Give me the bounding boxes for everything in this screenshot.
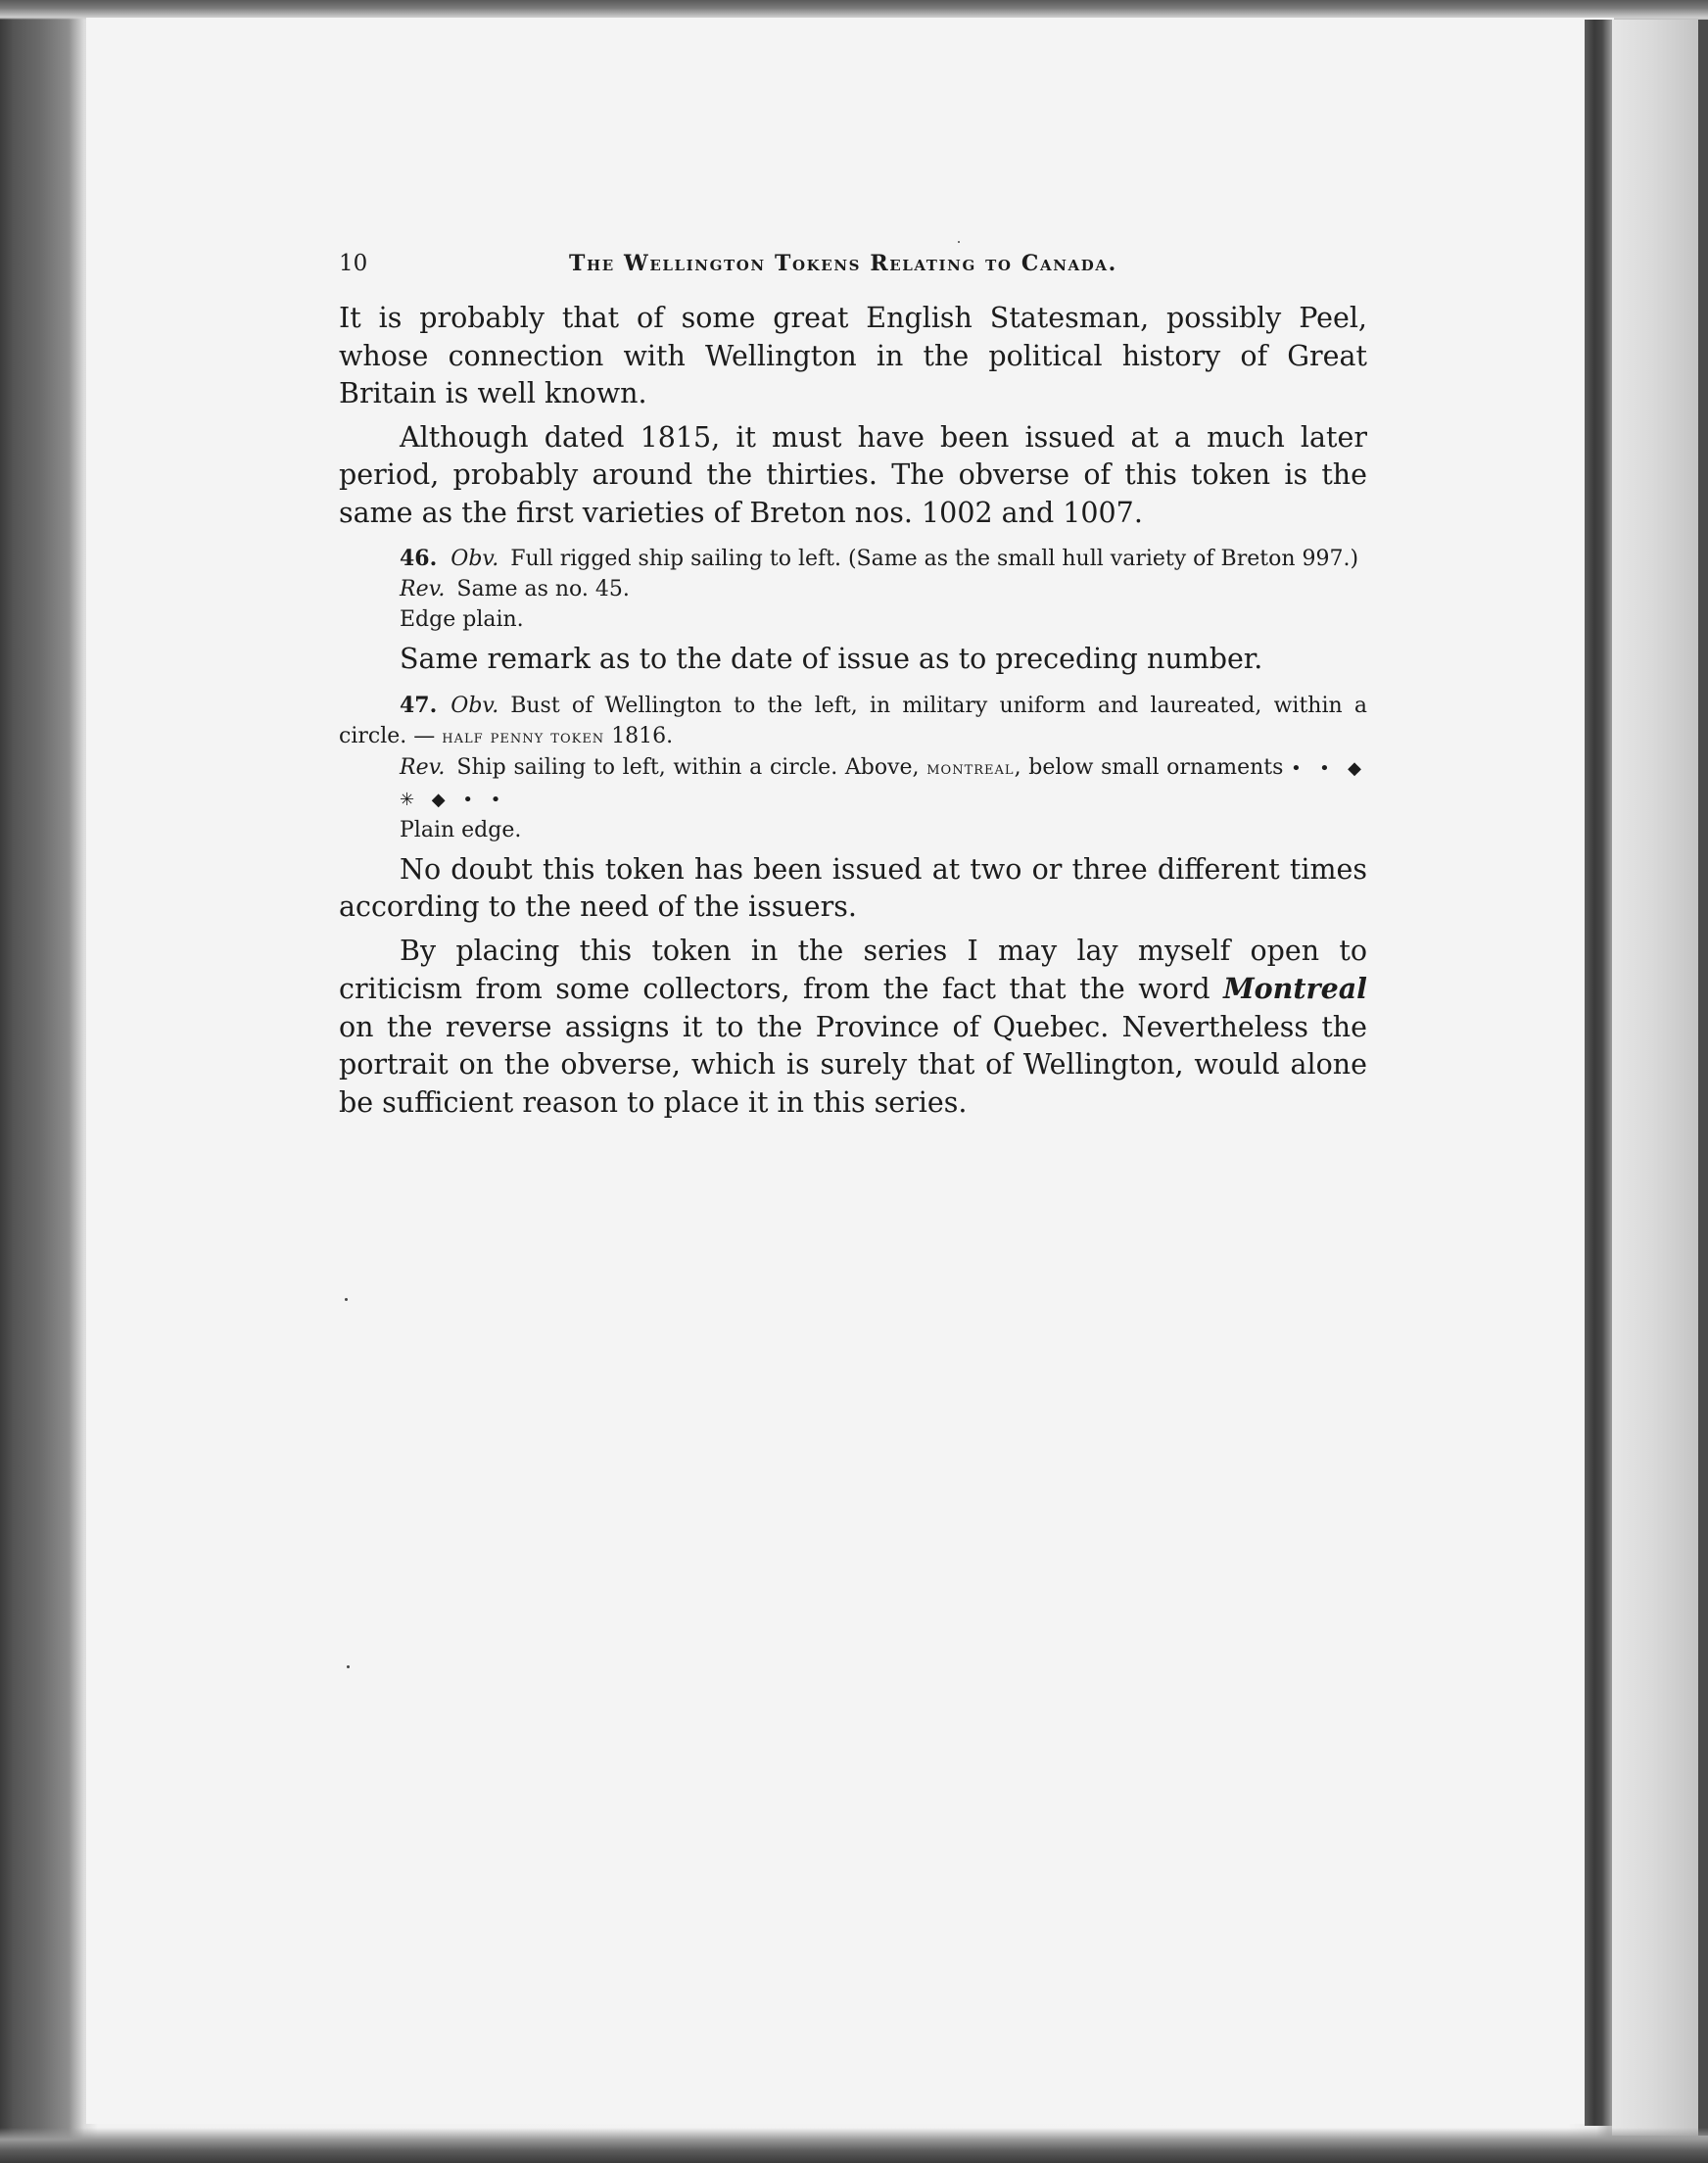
page-number: 10 xyxy=(339,251,368,276)
adjacent-page-border xyxy=(1698,20,1708,2136)
catalog-entry-47-reverse xyxy=(339,752,1367,815)
reverse-label: Rev. xyxy=(400,754,446,780)
catalog-entry-47-edge: Plain edge. xyxy=(400,817,522,842)
entry-number: 47. xyxy=(400,692,438,718)
paragraph: It is probably that of some great English Statesman, possibly Peel, whose connection with Wellington in the political history of Great Britain is well known. xyxy=(339,302,1367,409)
paragraph: Same remark as to the date of issue as to preceding number. xyxy=(400,643,1263,675)
scan-speck xyxy=(345,1298,348,1301)
catalog-entry-46-reverse xyxy=(339,574,1367,604)
adjacent-page-edge xyxy=(1612,20,1708,2136)
obverse-date: 1816. xyxy=(611,723,674,748)
obverse-description: Full rigged ship sailing to left. (Same as the small hull variety of Breton 997.) xyxy=(510,547,1359,571)
obverse-label: Obv. xyxy=(451,693,499,718)
page-text xyxy=(339,251,1367,1122)
page-header xyxy=(339,251,1367,290)
scan-speck xyxy=(347,1665,350,1668)
reverse-legend: montreal xyxy=(926,756,1015,779)
obverse-legend: half penny token xyxy=(442,725,605,747)
ornament-glyphs: • • ◆ ✳ ◆ • • xyxy=(400,757,1367,810)
paragraph: Although dated 1815, it must have been issued at a much later period, probably around the thirties. The obverse of this token is the same as the first varieties of Breton nos. 1002 and 1007. xyxy=(339,420,1367,529)
obverse-label: Obv. xyxy=(451,547,499,571)
reverse-description: Same as no. 45. xyxy=(456,577,630,601)
reverse-description: Ship sailing to left, within a circle. Above, xyxy=(456,754,920,780)
paragraph-text: By placing this token in the series I may lay myself open to criticism from some collectors, from the fact that the word xyxy=(339,934,1367,1005)
scan-bottom-edge xyxy=(0,2128,1708,2163)
paragraph: No doubt this token has been issued at two or three different times according to the need of the issuers. xyxy=(339,852,1367,923)
running-head: The Wellington Tokens Relating to Canada. xyxy=(569,251,1117,276)
paragraph-text: on the reverse assigns it to the Province of Quebec. Nevertheless the portrait on the obverse, which is surely that of Wellington, would alone be sufficient reason to place it in this series. xyxy=(339,1010,1367,1119)
catalog-entry-47-obverse xyxy=(339,691,1367,752)
catalog-entry-46-edge: Edge plain. xyxy=(400,607,524,632)
reverse-label: Rev. xyxy=(400,577,446,601)
italic-word: Montreal xyxy=(1223,972,1367,1005)
scan-top-edge xyxy=(0,0,1708,20)
page-gutter-shadow xyxy=(1585,20,1612,2126)
reverse-description-cont: , below small ornaments xyxy=(1014,754,1284,780)
scan-speck xyxy=(958,241,960,243)
obverse-description: Bust of Wellington to the left, in military uniform and laureated, within a circle. — xyxy=(339,693,1367,748)
catalog-entry-46-obverse xyxy=(339,544,1367,574)
paragraph xyxy=(339,933,1367,1123)
entry-number: 46. xyxy=(400,546,438,571)
